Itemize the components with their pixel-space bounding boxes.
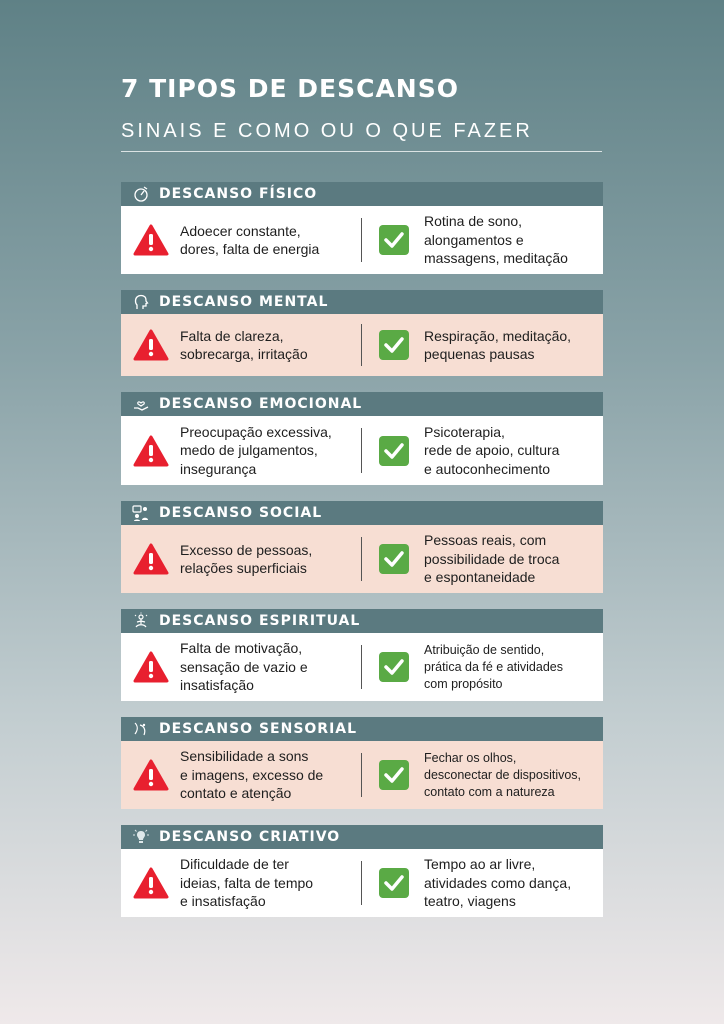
section-social-rest bbox=[121, 501, 603, 593]
section-title: DESCANSO ESPIRITUAL bbox=[159, 613, 361, 629]
warning-icon bbox=[133, 329, 169, 361]
section-title: DESCANSO FÍSICO bbox=[159, 186, 318, 202]
section-mental-rest bbox=[121, 290, 603, 376]
section-physical-rest bbox=[121, 182, 603, 274]
check-icon bbox=[378, 329, 410, 361]
section-body bbox=[121, 416, 603, 485]
check-icon bbox=[378, 867, 410, 899]
section-sensory-rest bbox=[121, 717, 603, 809]
check-icon bbox=[378, 651, 410, 683]
warning-signs-text: Dificuldade de ter ideias, falta de tempo e insatisfação bbox=[180, 856, 314, 910]
remedy-text: Pessoas reais, com possibilidade de troca e espontaneidade bbox=[424, 532, 560, 586]
remedy-text: Fechar os olhos, desconectar de dispositivos, contato com a natureza bbox=[424, 750, 582, 799]
section-header bbox=[121, 290, 603, 314]
section-header bbox=[121, 717, 603, 741]
section-body bbox=[121, 849, 603, 917]
page-title: 7 TIPOS DE DESCANSO bbox=[121, 74, 459, 103]
warning-signs-text: Sensibilidade a sons e imagens, excesso de contato e atenção bbox=[180, 748, 324, 802]
section-body bbox=[121, 741, 603, 809]
section-header bbox=[121, 825, 603, 849]
warning-signs-text: Falta de clareza, sobrecarga, irritação bbox=[180, 327, 308, 362]
section-body bbox=[121, 206, 603, 274]
warning-signs-text: Adoecer constante, dores, falta de energia bbox=[180, 222, 320, 257]
section-header bbox=[121, 392, 603, 416]
section-body bbox=[121, 525, 603, 593]
warning-signs-text: Falta de motivação, sensação de vazio e insatisfação bbox=[180, 640, 308, 694]
column-separator bbox=[361, 537, 362, 581]
warning-icon bbox=[133, 435, 169, 467]
section-title: DESCANSO EMOCIONAL bbox=[159, 396, 363, 412]
section-header bbox=[121, 182, 603, 206]
title-divider bbox=[121, 151, 602, 152]
section-body bbox=[121, 633, 603, 701]
warning-icon bbox=[133, 543, 169, 575]
check-icon bbox=[378, 435, 410, 467]
head-icon bbox=[131, 292, 151, 312]
people-icon bbox=[131, 503, 151, 523]
section-header bbox=[121, 609, 603, 633]
check-icon bbox=[378, 543, 410, 575]
column-separator bbox=[361, 324, 362, 366]
column-separator bbox=[361, 861, 362, 905]
rest-types-list bbox=[121, 182, 603, 933]
hand-heart-icon bbox=[131, 394, 151, 414]
warning-signs-text: Preocupação excessiva, medo de julgamentos, insegurança bbox=[180, 423, 332, 477]
section-emotional-rest bbox=[121, 392, 603, 485]
section-title: DESCANSO MENTAL bbox=[159, 294, 329, 310]
remedy-text: Psicoterapia, rede de apoio, cultura e autoconhecimento bbox=[424, 423, 560, 477]
check-icon bbox=[378, 224, 410, 256]
remedy-text: Atribuição de sentido, prática da fé e atividades com propósito bbox=[424, 642, 563, 691]
section-creative-rest bbox=[121, 825, 603, 917]
section-title: DESCANSO SOCIAL bbox=[159, 505, 323, 521]
column-separator bbox=[361, 428, 362, 473]
physical-icon bbox=[131, 184, 151, 204]
section-body bbox=[121, 314, 603, 376]
column-separator bbox=[361, 753, 362, 797]
meditation-icon bbox=[131, 611, 151, 631]
warning-icon bbox=[133, 224, 169, 256]
lightbulb-icon bbox=[131, 827, 151, 847]
section-title: DESCANSO CRIATIVO bbox=[159, 829, 341, 845]
page-subtitle: SINAIS E COMO OU O QUE FAZER bbox=[121, 120, 533, 142]
section-title: DESCANSO SENSORIAL bbox=[159, 721, 358, 737]
remedy-text: Respiração, meditação, pequenas pausas bbox=[424, 327, 572, 362]
column-separator bbox=[361, 218, 362, 262]
check-icon bbox=[378, 759, 410, 791]
section-spiritual-rest bbox=[121, 609, 603, 701]
section-header bbox=[121, 501, 603, 525]
warning-icon bbox=[133, 867, 169, 899]
remedy-text: Tempo ao ar livre, atividades como dança, teatro, viagens bbox=[424, 856, 572, 910]
remedy-text: Rotina de sono, alongamentos e massagens, meditação bbox=[424, 213, 568, 267]
senses-icon bbox=[131, 719, 151, 739]
warning-icon bbox=[133, 651, 169, 683]
column-separator bbox=[361, 645, 362, 689]
warning-icon bbox=[133, 759, 169, 791]
warning-signs-text: Excesso de pessoas, relações superficiais bbox=[180, 541, 313, 576]
